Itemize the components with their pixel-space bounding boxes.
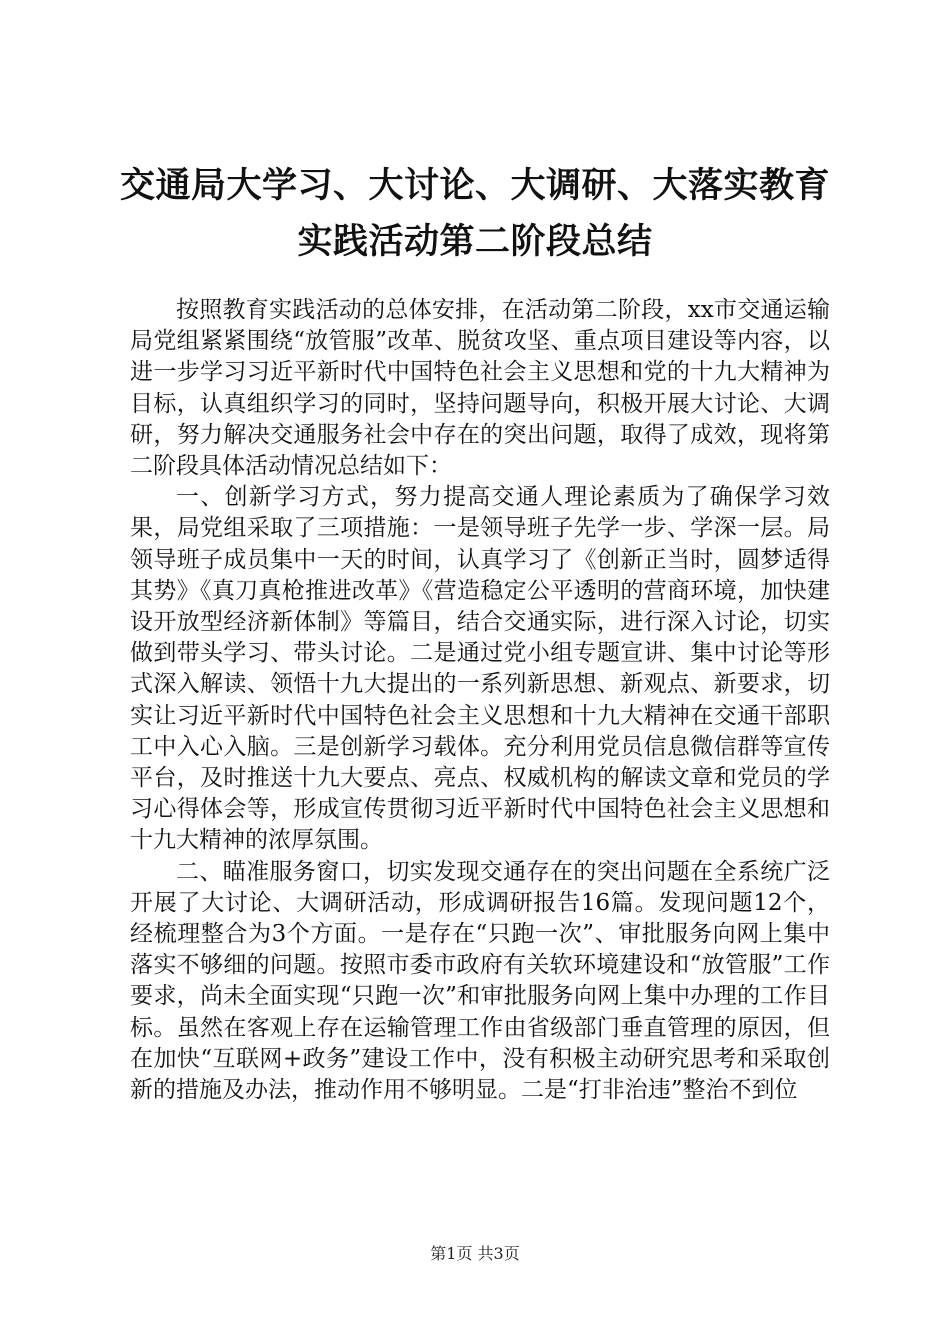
paragraph-intro: 按照教育实践活动的总体安排，在活动第二阶段，xx市交通运输局党组紧紧围绕“放管服”改革、脱贫攻坚、重点项目建设等内容，以进一步学习习近平新时代中国特色社会主义思想和党的十九大精神为目标，认真组织学习的同时，坚持问题导向，积极开展大讨论、大调研，努力解决交通服务社会中存在的突出问题，取得了成效，现将第二阶段具体活动情况总结如下：: [130, 297, 830, 480]
paragraph-section-2: 二、瞄准服务窗口，切实发现交通存在的突出问题在全系统广泛开展了大讨论、大调研活动，形成调研报告16篇。发现问题12个，经梳理整合为3个方面。一是存在“只跑一次”、审批服务向网上集中落实不够细的问题。按照市委市政府有关软环境建设和“放管服”工作要求，尚未全面实现“只跑一次”和审批服务向网上集中办理的工作目标。虽然在客观上存在运输管理工作由省级部门垂直管理的原因，但在加快“互联网+政务”建设工作中，没有积极主动研究思考和采取创新的措施及办法，推动作用不够明显。二是“打非治违”整治不到位: [130, 858, 830, 1104]
document-title: [120, 158, 830, 270]
page-footer: 第1页 共3页: [430, 1244, 520, 1263]
document-body: [130, 295, 830, 1106]
paragraph-section-1: 一、创新学习方式，努力提高交通人理论素质为了确保学习效果，局党组采取了三项措施：一是领导班子先学一步、学深一层。局领导班子成员集中一天的时间，认真学习了《创新正当时，圆梦适得其势》《真刀真枪推进改革》《营造稳定公平透明的营商环境，加快建设开放型经济新体制》等篇目，结合交通实际，进行深入讨论，切实做到带头学习、带头讨论。二是通过党小组专题宣讲、集中讨论等形式深入解读、领悟十九大提出的一系列新思想、新观点、新要求，切实让习近平新时代中国特色社会主义思想和十九大精神在交通干部职工中入心入脑。三是创新学习载体。充分利用党员信息微信群等宣传平台，及时推送十九大要点、亮点、权威机构的解读文章和党员的学习心得体会等，形成宣传贯彻习近平新时代中国特色社会主义思想和十九大精神的浓厚氛围。: [130, 484, 830, 854]
title-line-2: 实践活动第二阶段总结: [297, 221, 653, 262]
title-line-1: 交通局大学习、大讨论、大调研、大落实教育: [120, 165, 831, 206]
